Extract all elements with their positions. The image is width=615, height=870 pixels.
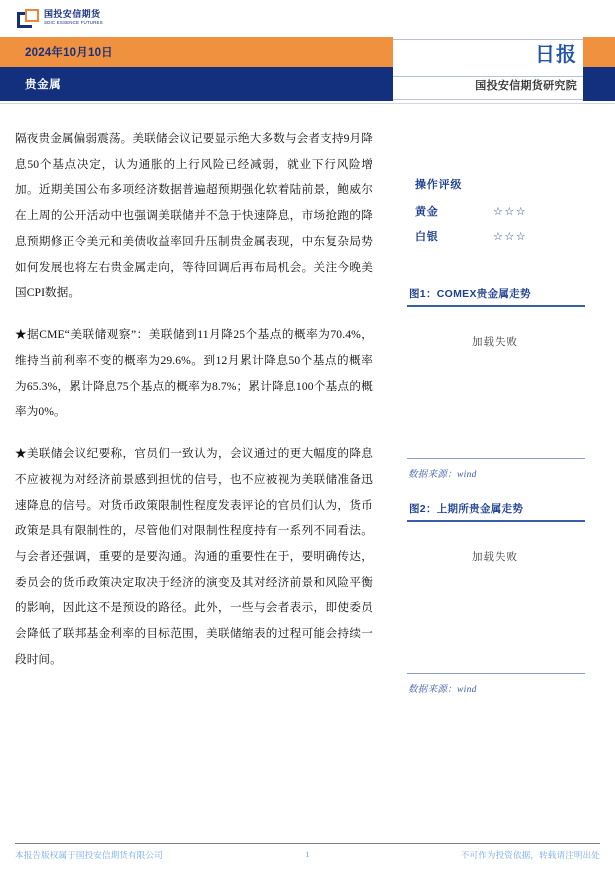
figure-1-bottom-rule	[407, 458, 585, 459]
figure-1-source: 数据来源：wind	[408, 469, 477, 480]
figure-2-title: 图2：上期所贵金属走势	[409, 503, 524, 515]
header-rule-bottom	[393, 99, 583, 100]
logo-english-name: SDIC ESSENCE FUTURES	[44, 19, 103, 25]
report-date: 2024年10月10日	[25, 47, 113, 59]
article-body	[15, 126, 373, 683]
rating-stars-silver: ☆☆☆	[493, 229, 528, 243]
header-right-panel	[393, 37, 583, 101]
report-category: 贵金属	[25, 79, 62, 91]
rating-row-silver	[415, 228, 602, 244]
paragraph-summary: 隔夜贵金属偏弱震荡。美联储会议记要显示绝大多数与会者支持9月降息50个基点决定，认为通胀的上行风险已经减弱，就业下行风险增加。近期美国公布多项经济数据普遍超预期强化软着陆前景，鲍威尔在上周的公开活动中也强调美联储并不急于快速降息，市场抢跑的降息预期修正令美元和美债收益率回升压制贵金属表现，中东复杂局势如何发展也将左右贵金属走向，等待回调后再布局机会。关注今晚美国CPI数据。	[15, 132, 373, 300]
logo-row	[0, 0, 615, 37]
figure-block-1	[406, 286, 602, 480]
footer-disclaimer: 不可作为投资依据，转载请注明出处	[460, 850, 600, 860]
operation-rating-box	[406, 176, 602, 253]
figure-2-canvas	[406, 522, 602, 673]
figure-1-canvas	[406, 307, 602, 458]
rating-label-gold: 黄金	[415, 206, 439, 218]
figure-block-2	[406, 501, 602, 695]
paragraph-fomc-minutes: ★美联储会议纪要称，官员们一致认为，会议通过的更大幅度的降息不应被视为对经济前景感到担忧的信号，也不应被视为美联储准备迅速降息的信号。对货币政策限制性程度发表评论的官员们认为，货币政策是具有限制性的，尽管他们对限制性程度持有一系列不同看法。与会者还强调，重要的是要沟通。沟通的重要性在于，要明确传达，委员会的货币政策决定取决于经济的演变及其对经济前景和风险平衡的影响，因此这不是预设的路径。此外，一些与会者表示，即使委员会降低了联邦基金利率的目标范围，美联储缩表的过程可能会持续一段时间。	[15, 447, 373, 666]
rating-stars-gold: ☆☆☆	[493, 204, 528, 218]
logo-orange-square-icon	[25, 9, 39, 22]
operation-rating-title: 操作评级	[415, 179, 463, 191]
header-rule-top	[393, 39, 583, 40]
header-rule-middle	[393, 76, 583, 77]
research-institute-name: 国投安信期货研究院	[475, 80, 577, 92]
footer-page-number: 1	[305, 849, 310, 859]
report-type-title: 日报	[535, 44, 577, 66]
rating-label-silver: 白银	[415, 231, 439, 243]
header-underline	[0, 103, 615, 104]
figure-1-load-failed-message: 加载失败	[472, 336, 518, 348]
figure-1-title: 图1：COMEX贵金属走势	[409, 288, 531, 300]
page-footer	[15, 849, 600, 865]
figure-2-bottom-rule	[407, 673, 585, 674]
figure-2-source: 数据来源：wind	[408, 684, 477, 695]
footer-divider	[15, 843, 600, 844]
paragraph-cme-watch: ★据CME“美联储观察”：美联储到11月降25个基点的概率为70.4%，维持当前利率不变的概率为29.6%。到12月累计降息50个基点的概率为65.3%，累计降息75个基点的概率为8.7%；累计降息100个基点的概率为0%。	[15, 328, 373, 419]
logo-mark-icon	[17, 9, 39, 29]
footer-copyright: 本报告版权属于国投安信期货有限公司	[15, 850, 163, 860]
logo-text	[44, 9, 102, 25]
figure-2-load-failed-message: 加载失败	[472, 551, 518, 563]
company-logo	[17, 9, 102, 29]
logo-chinese-name: 国投安信期货	[44, 9, 101, 19]
rating-row-gold	[415, 203, 602, 219]
